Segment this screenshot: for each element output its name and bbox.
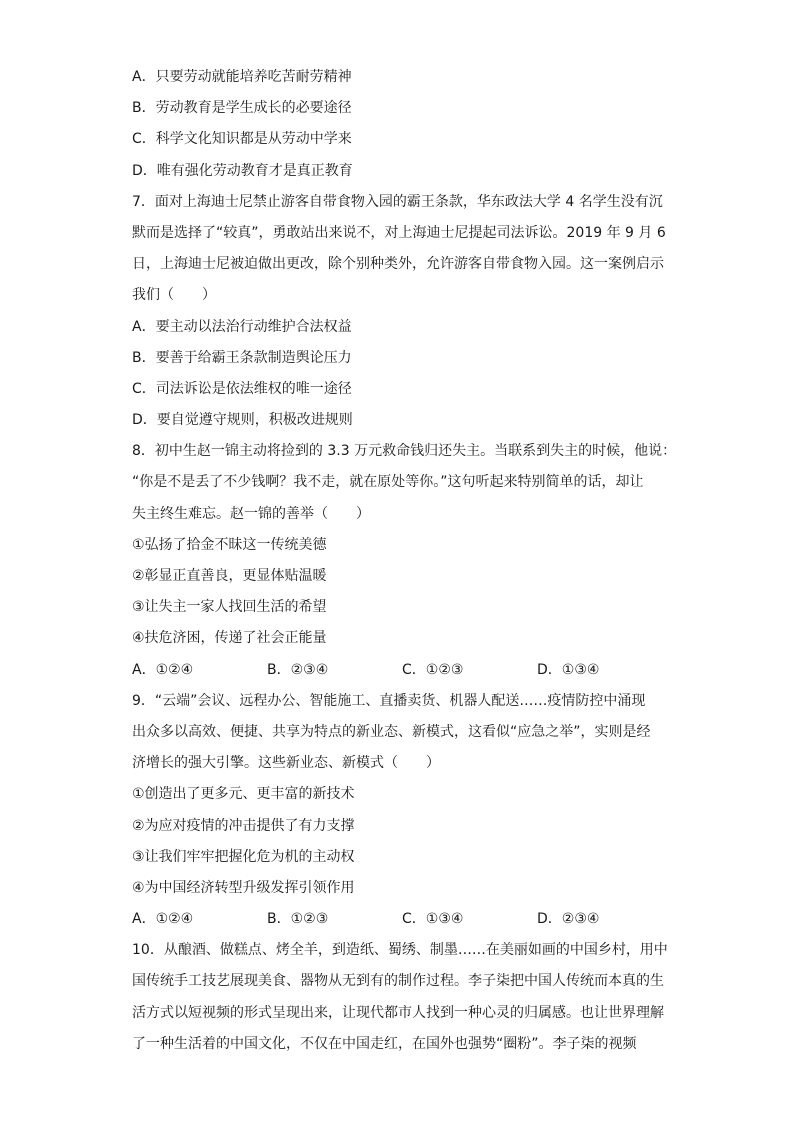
q8-choices — [132, 655, 672, 686]
q8-item-1: ①弘扬了拾金不昧这一传统美德 — [132, 536, 327, 553]
q8-stem-line: 8．初中生赵一锦主动将捡到的 3.3 万元救命钱归还失主。当联系到失主的时候，他说： — [132, 443, 677, 460]
q7-stem-line: 日，上海迪士尼被迫做出更改，除个别种类外，允许游客自带食物入园。这一案例启示 — [132, 256, 664, 273]
q8-choice-d: D．①③④ — [537, 661, 600, 678]
q9-choice-d: D．②③④ — [537, 911, 600, 928]
q10-stem-line: 10．从酿酒、做糕点、烤全羊，到造纸、蜀绣、制墨……在美丽如画的中国乡村，用中 — [132, 942, 668, 959]
q8-item-4: ④扶危济困，传递了社会正能量 — [132, 630, 327, 647]
q8-choice-b: B．②③④ — [267, 661, 329, 678]
q6-option-a: A．只要劳动就能培养吃苦耐劳精神 — [132, 69, 352, 85]
q8-choice-a: A．①②④ — [132, 661, 194, 678]
q7-option-d: D．要自觉遵守规则，积极改进规则 — [132, 412, 353, 429]
q9-item-1: ①创造出了更多元、更丰富的新技术 — [132, 786, 355, 803]
q6-option-b: B．劳动教育是学生成长的必要途径 — [132, 100, 352, 117]
question-content — [132, 62, 677, 1060]
q8-item-2: ②彰显正直善良，更显体贴温暖 — [132, 568, 327, 584]
q9-stem-line: 济增长的强大引擎。这些新业态、新模式（ ） — [132, 755, 440, 772]
q7-stem-line: 我们（ ） — [132, 287, 216, 304]
q7-option-b: B．要善于给霸王条款制造舆论压力 — [132, 349, 352, 366]
q8-choice-c: C．①②③ — [402, 661, 464, 678]
q9-stem-line: 出众多以高效、便捷、共享为特点的新业态、新模式，这看似“应急之举”，实则是经 — [132, 723, 651, 740]
q7-stem-line: 7．面对上海迪士尼禁止游客自带食物入园的霸王条款，华东政法大学 4 名学生没有沉 — [132, 193, 663, 210]
q6-option-d: D．唯有强化劳动教育才是真正教育 — [132, 162, 353, 179]
q6-option-c: C．科学文化知识都是从劳动中学来 — [132, 131, 352, 148]
q8-item-3: ③让失主一家人找回生活的希望 — [132, 599, 327, 616]
q9-item-2: ②为应对疫情的冲击提供了有力支撑 — [132, 817, 355, 834]
q8-stem-line: “你是不是丢了不少钱啊？我不走，就在原处等你。”这句听起来特别简单的话，却让 — [132, 474, 644, 491]
q9-item-3: ③让我们牢牢把握化危为机的主动权 — [132, 848, 355, 865]
q9-choices — [132, 904, 672, 935]
q10-stem-line: 国传统手工技艺展现美食、器物从无到有的制作过程。李子柒把中国人传统而本真的生 — [132, 973, 664, 990]
q7-stem-line: 默而是选择了“较真”，勇敢站出来说不，对上海迪士尼提起司法诉讼。2019 年 9 月 6 — [132, 224, 666, 241]
q8-stem-line: 失主终生难忘。赵一锦的善举（ ） — [132, 505, 370, 522]
q10-stem-line: 了一种生活着的中国文化，不仅在中国走红，在国外也强势“圈粉”。李子柒的视频 — [132, 1035, 637, 1052]
q9-choice-c: C．①③④ — [402, 911, 464, 928]
q9-item-4: ④为中国经济转型升级发挥引领作用 — [132, 879, 355, 896]
q7-option-a: A．要主动以法治行动维护合法权益 — [132, 318, 352, 335]
q9-choice-a: A．①②④ — [132, 911, 194, 928]
q7-option-c: C．司法诉讼是依法维权的唯一途径 — [132, 380, 352, 397]
q9-stem-line: 9．“云端”会议、远程办公、智能施工、直播卖货、机器人配送……疫情防控中涌现 — [132, 692, 646, 709]
q9-choice-b: B．①②③ — [267, 911, 329, 928]
q10-stem-line: 活方式以短视频的形式呈现出来，让现代都市人找到一种心灵的归属感。也让世界理解 — [132, 1004, 664, 1021]
